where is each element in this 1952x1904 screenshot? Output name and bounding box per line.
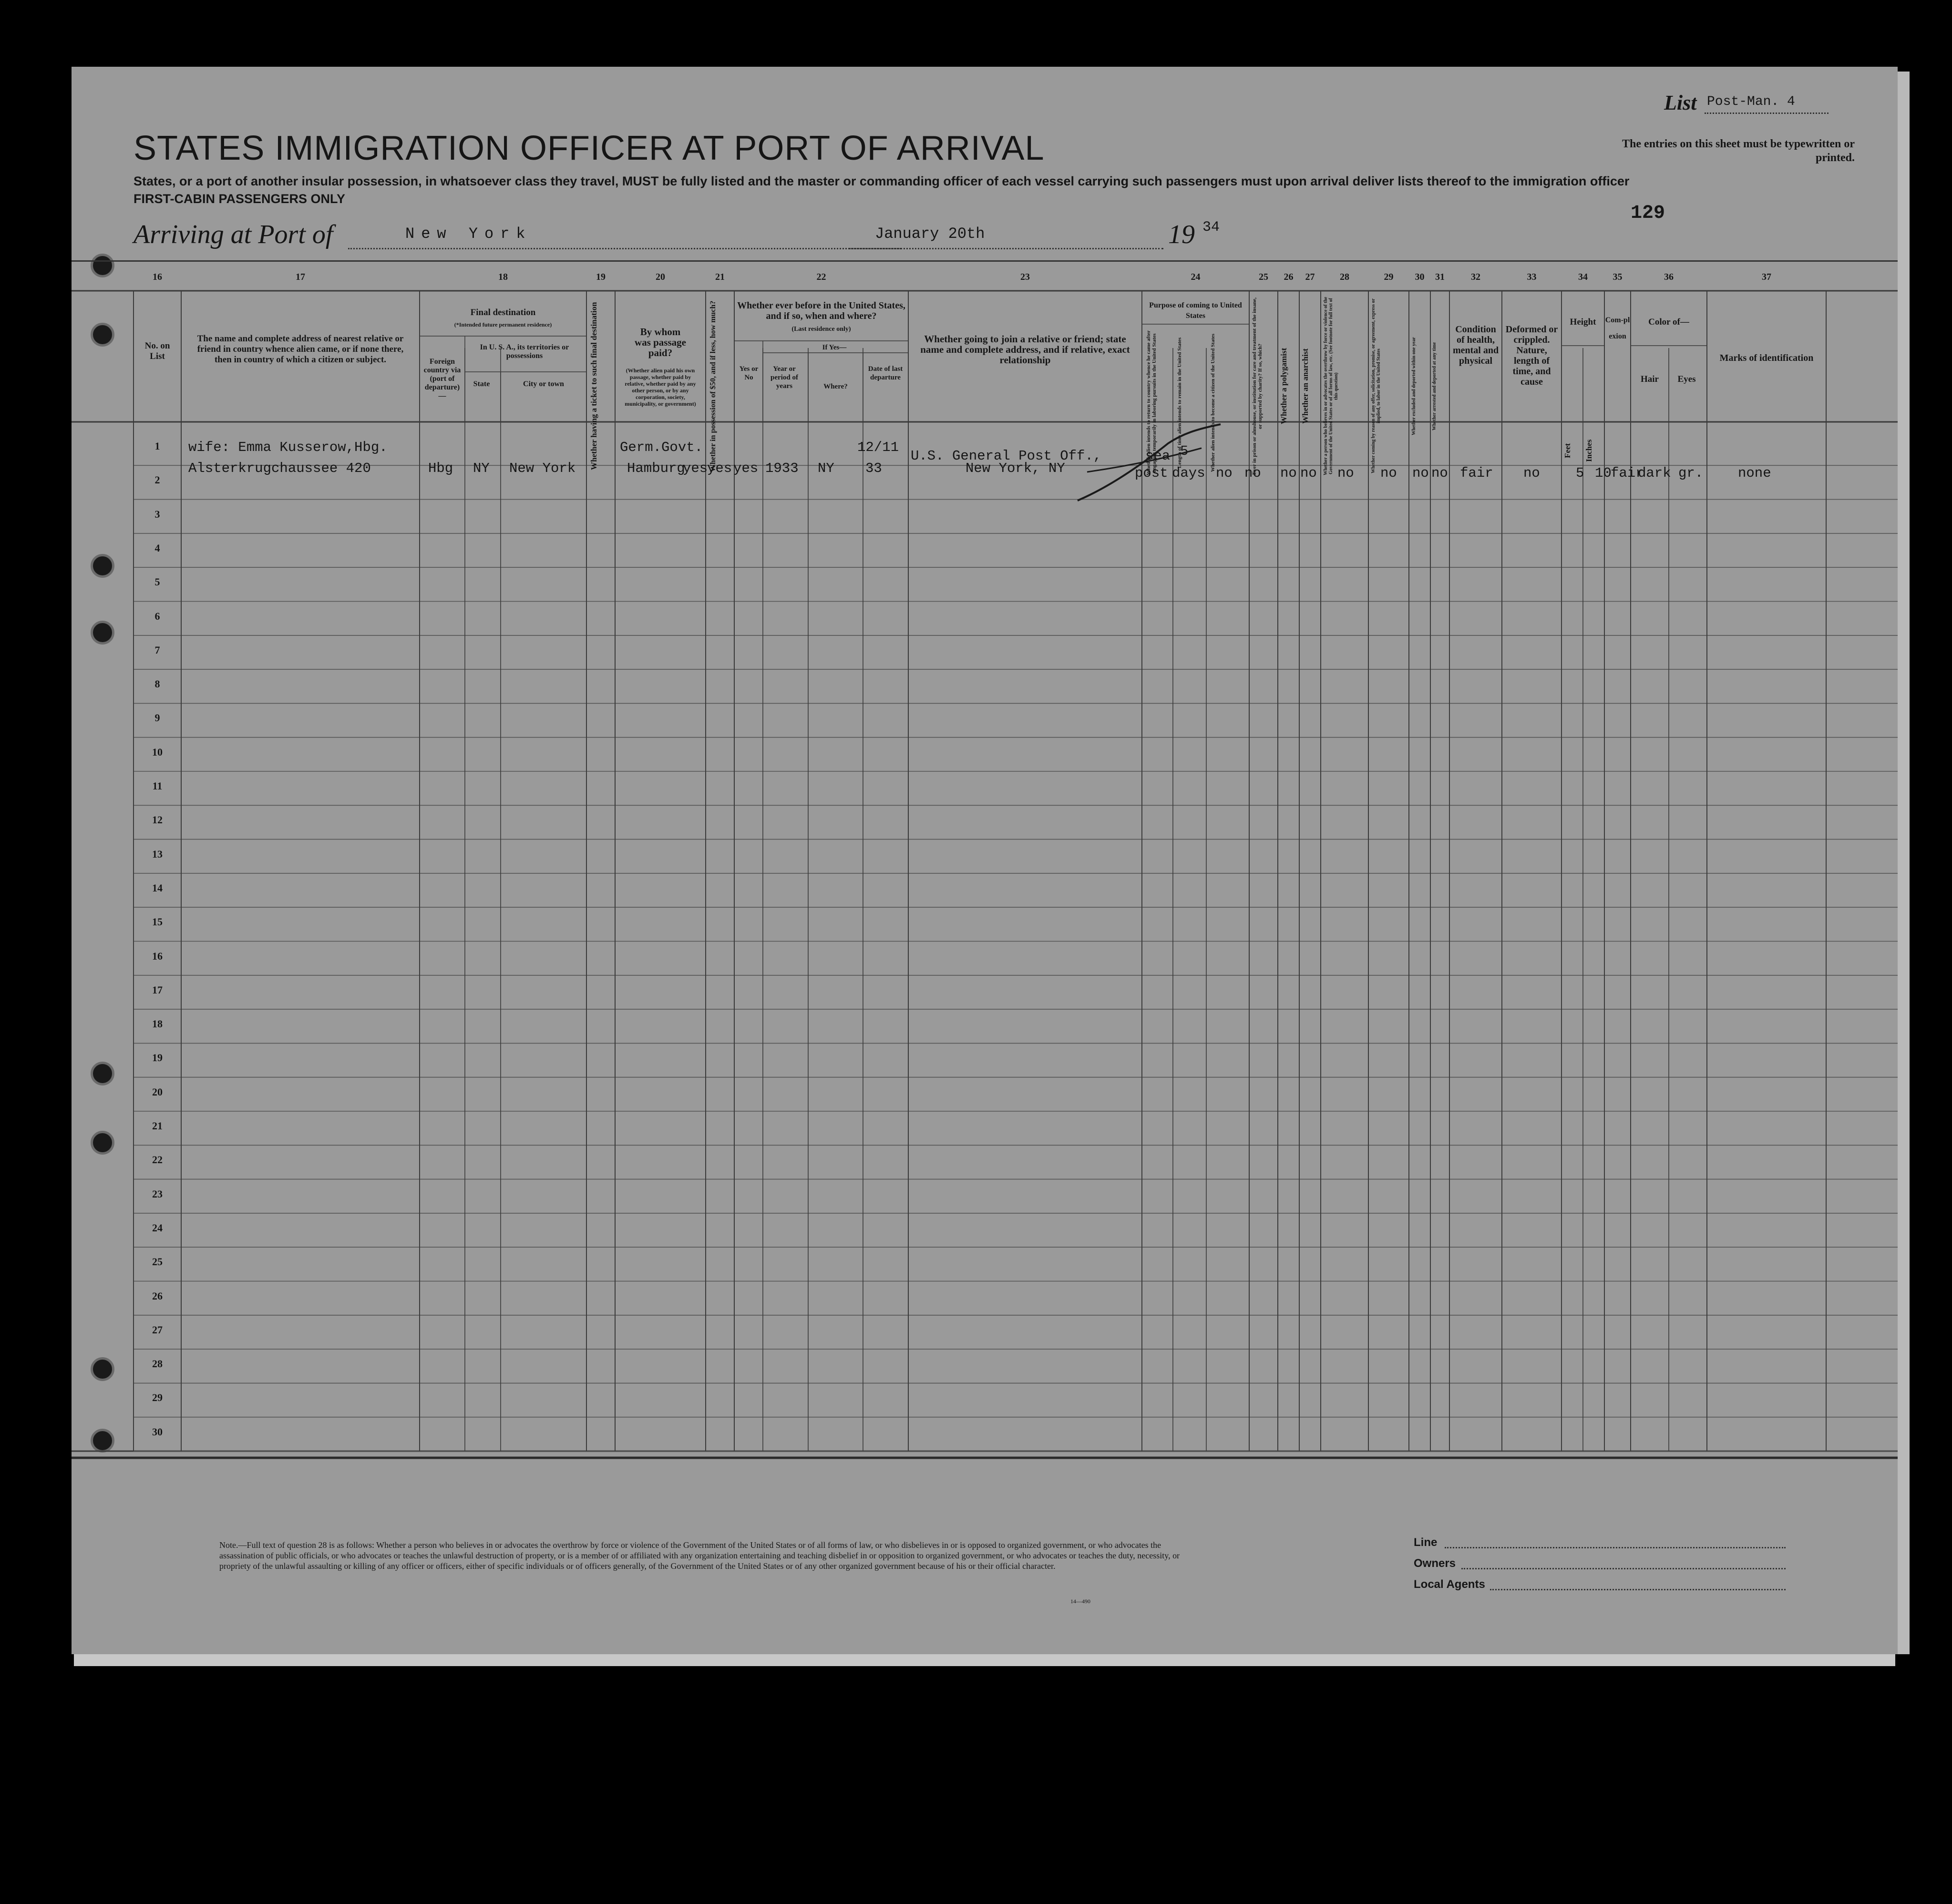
header-excluded: Whether excluded and deported within one year — [1411, 337, 1417, 435]
cell-feet: 5 — [1576, 465, 1584, 481]
cell-eyes: gr. — [1678, 465, 1704, 481]
arrival-port-value: New York — [405, 225, 532, 243]
cell-citizen: no — [1216, 465, 1233, 481]
cell-marks: none — [1738, 465, 1771, 481]
cell-passage-paid-city: Hamburg — [627, 461, 685, 476]
cell-question-28: no — [1337, 465, 1354, 481]
cell-complexion: fair — [1611, 465, 1644, 481]
arrival-year-suffix: 34 — [1202, 219, 1220, 235]
row-number: 16 — [152, 950, 163, 962]
cell-joining: U.S. General Post Off., — [911, 448, 1102, 464]
column-number-30: 30 — [1415, 272, 1425, 282]
row-number: 19 — [152, 1052, 163, 1064]
cell-prison: no — [1244, 465, 1261, 481]
row-number: 30 — [152, 1425, 163, 1438]
row-number: 12 — [152, 814, 163, 826]
header-polygamist: Whether a polygamist — [1279, 348, 1288, 425]
cell-passage-paid: Germ.Govt. — [620, 440, 703, 455]
cell-purpose: sea — [1145, 448, 1171, 464]
header-color-of: Color of— — [1648, 317, 1689, 327]
header-ever-before: Whether ever before in the United States, and if so, when and where? — [737, 300, 905, 321]
row-number: 1 — [154, 440, 160, 452]
row-number: 14 — [152, 881, 163, 894]
column-number-37: 37 — [1762, 272, 1771, 282]
header-yes-or-no: Yes or No — [739, 365, 759, 381]
column-number-29: 29 — [1384, 272, 1394, 282]
column-number-27: 27 — [1305, 272, 1315, 282]
cell-ever-before: yes — [733, 461, 759, 476]
column-number-21: 21 — [715, 272, 725, 282]
header-no-on-list: No. on List — [144, 341, 170, 361]
header-question-29: Whether coming by reason of any offer, solicitation, promise, or agreement, express or implied, to labor in the United States — [1371, 298, 1381, 474]
column-number-16: 16 — [153, 272, 162, 282]
column-number-32: 32 — [1471, 272, 1480, 282]
header-complexion: Com-plexion — [1605, 316, 1630, 340]
manifest-sheet — [72, 67, 1898, 1654]
list-label: List — [1664, 91, 1697, 114]
column-number-36: 36 — [1664, 272, 1674, 282]
header-passage-paid-note: (Whether alien paid his own passage, whether paid by relative, whether paid by any other person, or by any corporation, society, municipality, or government) — [625, 367, 696, 407]
cell-hair: dark — [1638, 465, 1671, 481]
row-number: 26 — [152, 1290, 163, 1302]
row-number: 27 — [152, 1323, 163, 1336]
cell-city: New York — [509, 461, 576, 476]
row-number: 22 — [152, 1154, 163, 1166]
row-number: 17 — [152, 983, 163, 996]
cell-state: NY — [473, 461, 490, 476]
header-foreign-country: Foreign country via (port of departure)— — [423, 358, 461, 400]
header-passage-paid: By whom was passage paid? — [635, 326, 686, 358]
list-value: Post-Man. 4 — [1707, 94, 1795, 109]
cell-year: 1933 — [765, 461, 799, 476]
row-number: 4 — [154, 542, 160, 554]
footnote-question-28: Note.—Full text of question 28 is as follows: Whether a person who believes in or advocates the overthrow by force or violence of the Government of the United States or of all forms of law, or who disbelieves in or is opposed to organized government, or who advocates the assassination of public officials, or who advocates or teaches the unlawful destruction of property, or is a member of or affiliated with any organization entertaining and teaching disbelief in or opposition to organized government, or who advocates or teaches the duty, necessity, or propriety of the unlawful assaulting or killing of any officer or officers, either of specific individuals or of officers generally, of the Government of the United States or of any other organized government because of his or their official character. — [219, 1540, 1180, 1571]
cell-health: fair — [1460, 465, 1493, 481]
row-number: 18 — [152, 1018, 163, 1030]
column-number-26: 26 — [1284, 272, 1294, 282]
cell-departure: 12/11 — [857, 440, 899, 455]
header-nearest-relative: The name and complete address of nearest relative or friend in country whence alien came, or if none there, then in country of which a citizen or subject. — [197, 334, 404, 365]
header-ever-before-note: (Last residence only) — [791, 326, 851, 333]
header-state: State — [473, 380, 490, 388]
row-number: 3 — [154, 508, 160, 520]
cell-has-ticket: yes — [683, 461, 708, 476]
header-inches: Inches — [1584, 439, 1593, 462]
header-final-destination: Final destination — [470, 307, 536, 317]
row-number: 5 — [154, 576, 160, 588]
header-purpose-length: Length of time alien intends to remain in the United States — [1177, 337, 1182, 469]
header-question-28: Whether a person who believes in or advocates the overthrow by force or violence of the Government of the United States or of all forms of law, etc. (See footnote for full text of this question) — [1323, 297, 1339, 476]
line-dotted-line — [1445, 1547, 1786, 1548]
header-city-or-town: City or town — [523, 380, 564, 388]
passenger-class-label: FIRST-CABIN PASSENGERS ONLY — [134, 192, 346, 206]
entries-note: The entries on this sheet must be typewritten or printed. — [1622, 138, 1855, 164]
cell-purpose-detail: post — [1135, 465, 1168, 481]
row-number: 24 — [152, 1221, 163, 1234]
header-deformed: Deformed or crippled. Nature, length of time, and cause — [1505, 324, 1558, 387]
cell-joining-address: New York, NY — [966, 461, 1065, 476]
header-health: Condition of health, mental and physical — [1452, 324, 1499, 366]
column-number-18: 18 — [498, 272, 508, 282]
header-purpose-citizen: Whether alien intends to become a citizen of the United States — [1210, 333, 1216, 472]
header-anarchist: Whether an anarchist — [1301, 348, 1310, 424]
cell-anarchist: no — [1300, 465, 1317, 481]
row-number: 6 — [154, 610, 160, 622]
manifest-grid — [72, 67, 1898, 1654]
column-number-17: 17 — [296, 272, 305, 282]
owners-dotted-line — [1461, 1568, 1786, 1569]
header-where: Where? — [823, 383, 848, 390]
cell-arrested: no — [1431, 465, 1448, 481]
row-number: 7 — [154, 644, 160, 656]
header-going-to-join: Whether going to join a relative or friend; state name and complete address, and if relative, exact relationship — [920, 333, 1130, 366]
header-arrested: Whether arrested and deported at any time — [1432, 342, 1437, 430]
row-number: 29 — [152, 1392, 163, 1404]
cell-length-unit: days — [1172, 465, 1205, 481]
column-number-22: 22 — [816, 272, 826, 282]
cell-inches: 10 — [1595, 465, 1612, 481]
cell-deformed: no — [1523, 465, 1540, 481]
cell-foreign-country: Hbg — [428, 461, 453, 476]
row-number: 10 — [152, 746, 163, 758]
row-number: 25 — [152, 1256, 163, 1268]
header-eyes: Eyes — [1677, 374, 1696, 384]
form-subtitle: States, or a port of another insular possession, in whatsoever class they travel, MUST be fully listed and the master or commanding officer of each vessel carrying such passengers must upon arrival deliver lists thereof to the immigration officer — [134, 174, 1630, 188]
header-marks: Marks of identification — [1719, 353, 1814, 363]
arrival-date-value: January 20th — [875, 225, 985, 243]
header-date-last-departure: Date of last departure — [868, 365, 903, 381]
column-number-33: 33 — [1527, 272, 1537, 282]
header-hair: Hair — [1641, 374, 1659, 384]
column-number-19: 19 — [596, 272, 606, 282]
column-number-23: 23 — [1020, 272, 1030, 282]
header-ticket: Whether having a ticket to such final destination — [589, 302, 598, 471]
column-number-34: 34 — [1578, 272, 1588, 282]
cell-departure-year: 33 — [865, 461, 882, 476]
arrival-year-prefix: 19 — [1168, 220, 1195, 249]
header-year-or-period: Year or period of years — [771, 365, 798, 390]
header-prison: Ever in prison or almshouse, or institution for care and treatment of the insane, or supported by charity? If so, which? — [1252, 297, 1263, 475]
row-number: 8 — [154, 678, 160, 690]
row-number: 21 — [152, 1120, 163, 1132]
cell-question-29: no — [1380, 465, 1397, 481]
column-number-20: 20 — [656, 272, 665, 282]
sheet-number: 129 — [1631, 203, 1665, 224]
column-number-24: 24 — [1191, 272, 1201, 282]
row-number: 2 — [154, 474, 160, 486]
column-number-25: 25 — [1259, 272, 1268, 282]
local-agents-dotted-line — [1490, 1589, 1786, 1590]
header-final-destination-note: (*Intended future permanent residence) — [454, 321, 552, 328]
row-number: 13 — [152, 848, 163, 860]
row-number: 20 — [152, 1085, 163, 1098]
cell-relative: wife: Emma Kusserow,Hbg. — [188, 440, 388, 455]
handwritten-stroke — [1073, 415, 1244, 510]
header-usa-territories: In U. S. A., its territories or possessions — [480, 343, 569, 360]
header-feet: Feet — [1563, 443, 1572, 458]
row-number: 28 — [152, 1358, 163, 1370]
header-purpose-return: Whether alien intends to return to country whence he came after engaging temporarily in laboring pursuits in the United States — [1146, 330, 1157, 475]
column-number-28: 28 — [1340, 272, 1349, 282]
form-title: STATES IMMIGRATION OFFICER AT PORT OF ARRIVAL — [134, 129, 1045, 167]
header-purpose: Purpose of coming to United States — [1149, 301, 1242, 320]
row-number: 15 — [152, 916, 163, 928]
cell-relative-address: Alsterkrugchaussee 420 — [188, 461, 371, 476]
local-agents-label: Local Agents — [1414, 1578, 1485, 1591]
header-if-yes: If Yes— — [822, 344, 847, 351]
cell-where: NY — [818, 461, 834, 476]
column-number-31: 31 — [1435, 272, 1445, 282]
column-number-35: 35 — [1613, 272, 1623, 282]
header-money: Whether in possession of $50, and if less, how much? — [709, 300, 717, 472]
row-number: 9 — [154, 712, 160, 724]
row-number: 11 — [152, 780, 163, 792]
form-code: 14—490 — [1070, 1598, 1090, 1605]
cell-polygamist: no — [1280, 465, 1297, 481]
owners-label: Owners — [1414, 1557, 1456, 1570]
line-label: Line — [1414, 1536, 1438, 1549]
cell-excluded: no — [1412, 465, 1429, 481]
cell-length: 5 — [1180, 443, 1189, 459]
row-number: 23 — [152, 1187, 163, 1200]
arrival-port-label: Arriving at Port of — [134, 220, 333, 249]
header-height: Height — [1570, 317, 1596, 327]
cell-money: yes — [707, 461, 732, 476]
